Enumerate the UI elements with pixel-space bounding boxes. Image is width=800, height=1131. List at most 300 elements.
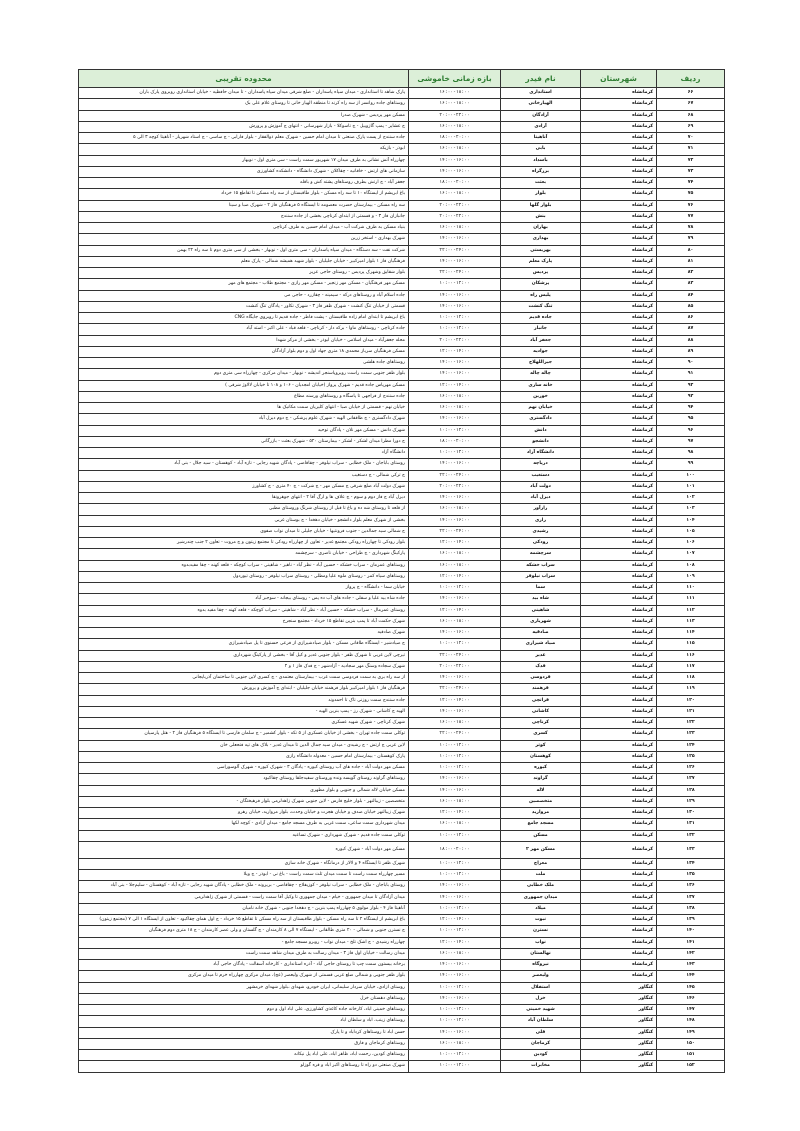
city-cell: کرمانشاه	[581, 313, 657, 324]
feeder-name-cell: نبوت	[501, 915, 581, 926]
area-description-cell: روستاهای زینب، اباد و سلطان اباد	[79, 1016, 409, 1027]
time-window-cell: ۱۰:۰۰-۱۲:۰۰	[409, 448, 501, 459]
area-description-cell: ج شمالی سید جمالدین - جنوب فرونتیها - خیابان جلیلی تا میدان نواب صفوی	[79, 526, 409, 537]
row-number-cell: ۱۲۹	[657, 796, 725, 807]
feeder-name-cell: دانش	[501, 425, 581, 436]
area-description-cell: بلوار ظفر جنوبی و شمالی ضلع غربی قسمتی از شهرک ولیعصر (عج)، میدان مرکزی چهارراه خرم تا میدان مرکزی	[79, 971, 409, 982]
feeder-name-cell: خیابان نهم	[501, 403, 581, 414]
area-description-cell: بلوار رودکی تا چهارراه رودکی مجتمع غدیر - تعاون از چهارراه رودکی تا مجتمع زیتون و ج مروت - تعاون ۲ جنب چندرشیر	[79, 538, 409, 549]
row-number-cell: ۱۰۵	[657, 526, 725, 537]
row-number-cell: ۶۹	[657, 121, 725, 132]
row-number-cell: ۱۰۹	[657, 571, 725, 582]
feeder-name-cell: ولیعصر	[501, 971, 581, 982]
area-description-cell: مسکن فرهنگیان سرباز محمدی ۱۸ متری جهاد اول و دوم بلوار آزادگان	[79, 346, 409, 357]
time-window-cell: ۱۰:۰۰-۱۲:۰۰	[409, 1050, 501, 1061]
city-cell: کرمانشاه	[581, 819, 657, 830]
time-window-cell: ۱۲:۰۰-۱۴:۰۰	[409, 380, 501, 391]
table-header-row	[79, 70, 725, 88]
table-row	[79, 189, 725, 200]
city-cell: کرمانشاه	[581, 549, 657, 560]
row-number-cell: ۷۷	[657, 211, 725, 222]
city-cell: کرمانشاه	[581, 504, 657, 515]
time-window-cell: ۱۶:۰۰-۱۸:۰۰	[409, 121, 501, 132]
time-window-cell: ۱۴:۰۰-۱۶:۰۰	[409, 369, 501, 380]
city-cell: کرمانشاه	[581, 88, 657, 99]
city-cell: کرمانشاه	[581, 493, 657, 504]
table-row	[79, 346, 725, 357]
city-cell: کرمانشاه	[581, 695, 657, 706]
city-cell: کرمانشاه	[581, 763, 657, 774]
feeder-name-cell: کرناچی	[501, 718, 581, 729]
area-description-cell: مسکن مهر دولت آباد - شهرک کیوره	[79, 841, 409, 858]
area-description-cell: روستای عمرمال - سراب خشکه - حسین آباد - نظر آباد - شاهینی - سراب کوچکه - قلعه کهنه - چقا مفید بدوه	[79, 605, 409, 616]
row-number-cell: ۹۲	[657, 380, 725, 391]
row-number-cell: ۱۱۶	[657, 650, 725, 661]
row-number-cell: ۱۲۲	[657, 718, 725, 729]
city-cell: کرمانشاه	[581, 841, 657, 858]
area-description-cell: ج صیادشیز - ایستگاه طاقانی مسکن - بلوار صیادشیرازی از فرعی حسنوی تا پل صیادشیرازی	[79, 639, 409, 650]
city-cell: کرمانشاه	[581, 189, 657, 200]
row-number-cell: ۱۲۵	[657, 751, 725, 762]
time-window-cell: ۱۴:۰۰-۱۶:۰۰	[409, 881, 501, 892]
row-number-cell: ۱۱۸	[657, 673, 725, 684]
city-cell: کرمانشاه	[581, 279, 657, 290]
table-row	[79, 1061, 725, 1072]
table-row	[79, 819, 725, 830]
row-number-cell: ۱۱۷	[657, 661, 725, 672]
feeder-name-cell: سرچشمه	[501, 549, 581, 560]
row-number-cell: ۹۳	[657, 391, 725, 402]
time-window-cell: ۱۲:۰۰-۱۴:۰۰	[409, 538, 501, 549]
table-row	[79, 1005, 725, 1016]
city-cell: کرمانشاه	[581, 245, 657, 256]
city-cell: کرمانشاه	[581, 470, 657, 481]
area-description-cell: شهرک صنعتی دو راه تا روستاهای اکبر اباد و قره گوزلو	[79, 1061, 409, 1072]
feeder-name-cell: فرهمند	[501, 684, 581, 695]
area-description-cell: سه راه مسکن - بیمارستان حضرت معصومه تا ایستگاه ۵ فرهنگیان فاز ۲ - شهرک صبا و سینا	[79, 200, 409, 211]
area-description-cell: جاده کرناچی - روستاهای ماوا - برکه دار - کرناچی - قلعه قباد - علی اکبر - استد آباد	[79, 324, 409, 335]
area-description-cell: روستاهای جاده روانسر از سه راه کرند تا منطقه الهیار خانی تا روستای غلام علی بک	[79, 99, 409, 110]
area-description-cell: چهارراه رشیدی - ج اشک تلخ - میدان نواب - روبرو مسجد جامع -	[79, 937, 409, 948]
area-description-cell: روستای ازادی، خیابان سردار سلیمانی، ایران خودرو، شهدای ،بلوار شهدای خرمشهر	[79, 982, 409, 993]
row-number-cell: ۹۸	[657, 448, 725, 459]
row-number-cell: ۸۰	[657, 245, 725, 256]
feeder-name-cell: نواب	[501, 937, 581, 948]
city-cell: کرمانشاه	[581, 830, 657, 841]
time-window-cell: ۱۶:۰۰-۱۸:۰۰	[409, 88, 501, 99]
area-description-cell: میدان آزادگان تا میدان جمهوری - خیام - میدان جمهوری تا وکیل آقا سمت راست - قسمتی از شهرک زاهدلرمی	[79, 892, 409, 903]
city-cell: کرمانشاه	[581, 960, 657, 971]
header-feeder: نام فیدر	[501, 70, 581, 88]
city-cell: کرمانشاه	[581, 628, 657, 639]
time-window-cell: ۱۶:۰۰-۱۸:۰۰	[409, 99, 501, 110]
row-number-cell: ۸۲	[657, 268, 725, 279]
feeder-name-cell: برزگراه	[501, 166, 581, 177]
row-number-cell: ۸۹	[657, 346, 725, 357]
city-cell: کرمانشاه	[581, 594, 657, 605]
area-description-cell: شرکت نفت - سه دستگاه - میدان سپاه پاسداران - سی متری اول - نوبهار - بخشی از سی متری دوم تا سه راه ۲۲ بهمن	[79, 245, 409, 256]
area-description-cell: مسیر چهارراه سمت راست تا سمت میدان ثلث سمت راست - باغ نی - ابوذر - ج ویلا	[79, 870, 409, 881]
feeder-name-cell: مسکن	[501, 830, 581, 841]
city-cell: کرمانشاه	[581, 718, 657, 729]
table-row	[79, 858, 725, 869]
time-window-cell: ۱۲:۰۰-۱۴:۰۰	[409, 808, 501, 819]
table-row	[79, 841, 725, 858]
area-description-cell: روستاهای جاده هلشی	[79, 358, 409, 369]
table-row	[79, 1038, 725, 1049]
feeder-name-cell: استانداری	[501, 88, 581, 99]
table-row	[79, 470, 725, 481]
city-cell: کرمانشاه	[581, 774, 657, 785]
row-number-cell: ۸۶	[657, 313, 725, 324]
area-description-cell: میدان شهرداری سمت ساعی، سمت غربی به طرف مسجد جامع - میدان آزادی - کوچه لکها	[79, 819, 409, 830]
table-row	[79, 982, 725, 993]
table-row	[79, 650, 725, 661]
time-window-cell: ۲۰:۰۰-۲۲:۰۰	[409, 481, 501, 492]
feeder-name-cell: بهاران	[501, 223, 581, 234]
area-description-cell: برخانه بیستون سمت چپ تا روستای حاجی آباد - آذره استانداری - کارخانه آسفالت - پادگان حاجی آباد	[79, 960, 409, 971]
city-cell: کنگاور	[581, 993, 657, 1004]
area-description-cell: جعفر آباد - ج ارتش بطرف روستاهای پشته کش و باقله	[79, 178, 409, 189]
feeder-name-cell: دریاچه	[501, 459, 581, 470]
area-description-cell: سازمانی های ارتش - خاقانیه - چقاکلان - شهرک دانشگاه - دانشکده کشاورزی	[79, 166, 409, 177]
row-number-cell: ۷۱	[657, 144, 725, 155]
area-description-cell: توکلی سمت جاده قدیم - شهرک شهرداری - شهرک تساعیه	[79, 830, 409, 841]
city-cell: کرمانشاه	[581, 706, 657, 717]
feeder-name-cell: فردوسی	[501, 673, 581, 684]
row-number-cell: ۱۳۵	[657, 870, 725, 881]
feeder-name-cell: پرشکان	[501, 279, 581, 290]
area-description-cell: شهرک دولت آباد ضلع شرقی ج مسکن مهر - ج شرکت - ج ۴۰ متری - ج کشاورز	[79, 481, 409, 492]
time-window-cell: ۱۶:۰۰-۱۸:۰۰	[409, 223, 501, 234]
city-cell: کرمانشاه	[581, 223, 657, 234]
table-row	[79, 1016, 725, 1027]
city-cell: کرمانشاه	[581, 616, 657, 627]
table-row	[79, 684, 725, 695]
row-number-cell: ۱۰۶	[657, 538, 725, 549]
table-row	[79, 706, 725, 717]
row-number-cell: ۹۷	[657, 436, 725, 447]
time-window-cell: ۱۶:۰۰-۱۸:۰۰	[409, 1038, 501, 1049]
feeder-name-cell: آزادی	[501, 121, 581, 132]
city-cell: کنگاور	[581, 1038, 657, 1049]
time-window-cell: ۱۰:۰۰-۱۲:۰۰	[409, 1061, 501, 1072]
area-description-cell: مسکن مهر پردیس - شهرک صدرا	[79, 110, 409, 121]
feeder-name-cell: نسترن	[501, 926, 581, 937]
table-row	[79, 211, 725, 222]
table-row	[79, 403, 725, 414]
time-window-cell: ۱۰:۰۰-۱۲:۰۰	[409, 926, 501, 937]
area-description-cell: روستاهای خمینی اباد، کارخانه جاده کاغذی کشاورزی، علی اباد اول و دوم	[79, 1005, 409, 1016]
feeder-name-cell: جاده قدیم	[501, 313, 581, 324]
area-description-cell: توکلی سمت جاده تهران - بخشی از خیابان عسکری از ۵ تکه - بلوار کشمیر - ج سلمان فارسی تا ایستگاه ۵ فرهنگیان فاز ۲ - هتل پارسیان	[79, 729, 409, 740]
time-window-cell: ۱۶:۰۰-۱۸:۰۰	[409, 560, 501, 571]
city-cell: کنگاور	[581, 1016, 657, 1027]
time-window-cell: ۱۴:۰۰-۱۶:۰۰	[409, 301, 501, 312]
time-window-cell: ۱۴:۰۰-۱۶:۰۰	[409, 1027, 501, 1038]
city-cell: کرمانشاه	[581, 301, 657, 312]
table-row	[79, 436, 725, 447]
city-cell: کرمانشاه	[581, 391, 657, 402]
feeder-name-cell: کاشانی	[501, 706, 581, 717]
table-row	[79, 915, 725, 926]
table-row	[79, 358, 725, 369]
area-description-cell: لاین غربی ج ارتش - ج رشیدی - میدان سید جمال الدین تا میدان غدیر - بلاک های تپه فتحعلی خان	[79, 740, 409, 751]
feeder-name-cell: بعثت	[501, 178, 581, 189]
table-row	[79, 903, 725, 914]
time-window-cell: ۱۶:۰۰-۱۸:۰۰	[409, 189, 501, 200]
table-row	[79, 639, 725, 650]
area-description-cell: بنیاد مسکن به طرف شرکت آب - میدان امام حسین به طرف کرناچی	[79, 223, 409, 234]
feeder-name-cell: میدان جمهوری	[501, 892, 581, 903]
time-window-cell: ۱۴:۰۰-۱۶:۰۰	[409, 234, 501, 245]
time-window-cell: ۱۴:۰۰-۱۶:۰۰	[409, 290, 501, 301]
city-cell: کرمانشاه	[581, 110, 657, 121]
time-window-cell: ۱۰:۰۰-۱۲:۰۰	[409, 982, 501, 993]
feeder-name-cell: چاله چاله	[501, 369, 581, 380]
row-number-cell: ۶۸	[657, 110, 725, 121]
row-number-cell: ۸۴	[657, 290, 725, 301]
area-description-cell: پارک شاهد تا استانداری - میدان سپاه پاسداران - ضلع شرقی میدان سپاه پاسداران - تا میدان حافظیه - خیابان استانداری روبروی پارک باران	[79, 88, 409, 99]
city-cell: کرمانشاه	[581, 796, 657, 807]
city-cell: کرمانشاه	[581, 915, 657, 926]
row-number-cell: ۱۲۱	[657, 706, 725, 717]
city-cell: کرمانشاه	[581, 369, 657, 380]
row-number-cell: ۱۲۴	[657, 740, 725, 751]
feeder-name-cell: پردیس	[501, 268, 581, 279]
feeder-name-cell: ملت	[501, 870, 581, 881]
row-number-cell: ۱۱۹	[657, 684, 725, 695]
row-number-cell: ۶۷	[657, 99, 725, 110]
time-window-cell: ۱۴:۰۰-۱۶:۰۰	[409, 673, 501, 684]
area-description-cell: ج ترکی شمالی - ج دستغیب	[79, 470, 409, 481]
time-window-cell: ۱۶:۰۰-۱۸:۰۰	[409, 819, 501, 830]
city-cell: کرمانشاه	[581, 571, 657, 582]
feeder-name-cell: الهیارخانی	[501, 99, 581, 110]
city-cell: کرمانشاه	[581, 380, 657, 391]
table-row	[79, 718, 725, 729]
table-row	[79, 960, 725, 971]
table-row	[79, 870, 725, 881]
area-description-cell: جاده اسلام آباد و روستاهای درکه - سیمینه - چقازرد - حاجی می	[79, 290, 409, 301]
table-row	[79, 628, 725, 639]
area-description-cell: ج نسترن جنوبی و شمالی - ۲۰ متری طالقانی - ایستگاه ۷ الی ۸ کارمندان - ج گلستان و ولی عصر کارمندان - ج ۱۸ متری دوم فرهنگیان	[79, 926, 409, 937]
time-window-cell: ۱۴:۰۰-۱۶:۰۰	[409, 358, 501, 369]
table-row	[79, 155, 725, 166]
row-number-cell: ۹۱	[657, 369, 725, 380]
area-description-cell: روستای باباجان - ملک خطابی - سراب نیلوفر - کوزیفلاح - چقاقاضی - بریزونه - ملک خطابی - پادگان شهید رجایی - تازه آباد - کوهستان - سلیم‌جلا - بنی آباد	[79, 881, 409, 892]
time-window-cell: ۱۴:۰۰-۱۶:۰۰	[409, 256, 501, 267]
feeder-name-cell: خزل	[501, 993, 581, 1004]
time-window-cell: ۱۶:۰۰-۱۸:۰۰	[409, 504, 501, 515]
city-cell: کرمانشاه	[581, 583, 657, 594]
table-row	[79, 763, 725, 774]
row-number-cell: ۹۵	[657, 414, 725, 425]
city-cell: کرمانشاه	[581, 650, 657, 661]
time-window-cell: ۱۰:۰۰-۱۲:۰۰	[409, 740, 501, 751]
row-number-cell: ۷۹	[657, 234, 725, 245]
time-window-cell: ۱۰:۰۰-۱۲:۰۰	[409, 425, 501, 436]
area-description-cell: تیرچی لاین غربی تا شهرک ظفر - بلوار جنوبی غدیر و کیل آقا - بخشی از پارکینگ شهرداری	[79, 650, 409, 661]
row-number-cell: ۱۲۸	[657, 785, 725, 796]
table-row	[79, 256, 725, 267]
feeder-name-cell: سلطان آباد	[501, 1016, 581, 1027]
header-area: محدوده تقریبی	[79, 70, 409, 88]
table-row	[79, 560, 725, 571]
feeder-name-cell: رازی	[501, 515, 581, 526]
feeder-name-cell: میلاد	[501, 903, 581, 914]
row-number-cell: ۱۰۲	[657, 493, 725, 504]
area-description-cell: باغ ابریشم تا ابتدای امام زاده طاقبستان - پشت فاطر - جاده قدیم تا روبروی جایگاه CNG	[79, 313, 409, 324]
time-window-cell: ۱۸:۰۰-۲۰:۰۰	[409, 178, 501, 189]
table-row	[79, 223, 725, 234]
feeder-name-cell: بنش	[501, 211, 581, 222]
table-row	[79, 144, 725, 155]
row-number-cell: ۱۰۰	[657, 470, 725, 481]
row-number-cell: ۱۱۱	[657, 594, 725, 605]
table-row	[79, 774, 725, 785]
area-description-cell: دیزل آباد ج فاز دوم و سوم - ج علاف ها و ارگ آقا ۲ - انتهای جوهرونقا	[79, 493, 409, 504]
row-number-cell: ۱۵۲	[657, 1061, 725, 1072]
city-cell: کرمانشاه	[581, 155, 657, 166]
table-row	[79, 785, 725, 796]
row-number-cell: ۱۴۲	[657, 948, 725, 959]
city-cell: کرمانشاه	[581, 144, 657, 155]
city-cell: کرمانشاه	[581, 200, 657, 211]
time-window-cell: ۱۲:۰۰-۱۴:۰۰	[409, 605, 501, 616]
feeder-name-cell: رودکی	[501, 538, 581, 549]
feeder-name-cell: بلوار	[501, 189, 581, 200]
city-cell: کرمانشاه	[581, 751, 657, 762]
row-number-cell: ۱۴۰	[657, 926, 725, 937]
city-cell: کنگاور	[581, 1027, 657, 1038]
area-description-cell: جاده سنندج از پست پارک صنعتی تا میدان امام حسین - شهرک معلم ذوالفقار - بلوار فارابی - ج ساسی - ج استاد شهریار - آناهیتا کوچه ۳ الی ۵	[79, 133, 409, 144]
area-description-cell: باغ ابریشم از ایستگاه ۲ تا سه راه مسکن - بلوار طاقبستان از سه راه مسکن تا تقاطع ۱۵ خرداد - ج اول همای چقاکبود - تعاون از ایستگاه ۱ الی ۷ (مجتمع زیتون)	[79, 915, 409, 926]
time-window-cell: ۱۴:۰۰-۱۶:۰۰	[409, 774, 501, 785]
feeder-name-cell: بلوار گلها	[501, 200, 581, 211]
table-row	[79, 414, 725, 425]
time-window-cell: ۱۴:۰۰-۱۶:۰۰	[409, 960, 501, 971]
area-description-cell: دانشگاه آزاد	[79, 448, 409, 459]
time-window-cell: ۱۴:۰۰-۱۶:۰۰	[409, 628, 501, 639]
city-cell: کرمانشاه	[581, 740, 657, 751]
area-description-cell: شهرک بهداری - استخر زرین	[79, 234, 409, 245]
feeder-name-cell: غدیر	[501, 650, 581, 661]
row-number-cell: ۸۸	[657, 335, 725, 346]
row-number-cell: ۱۳۳	[657, 841, 725, 858]
city-cell: کرمانشاه	[581, 346, 657, 357]
feeder-name-cell: جانباز	[501, 324, 581, 335]
city-cell: کرمانشاه	[581, 178, 657, 189]
city-cell: کرمانشاه	[581, 515, 657, 526]
row-number-cell: ۱۰۸	[657, 560, 725, 571]
table-row	[79, 926, 725, 937]
city-cell: کرمانشاه	[581, 808, 657, 819]
area-description-cell: ج عشایر - پمپ گازوییل - ج تاسوکلا - بازار شهرسانی - انتهای ج آموزش و پرورش	[79, 121, 409, 132]
feeder-name-cell: خانه سازی	[501, 380, 581, 391]
time-window-cell: ۱۰:۰۰-۱۲:۰۰	[409, 1005, 501, 1016]
city-cell: کرمانشاه	[581, 729, 657, 740]
feeder-name-cell: کوثر	[501, 740, 581, 751]
table-row	[79, 313, 725, 324]
table-row	[79, 673, 725, 684]
area-description-cell: شهرک دانش - مسکن مهر نلان - پادگان توحید	[79, 425, 409, 436]
feeder-name-cell: خورین	[501, 391, 581, 402]
time-window-cell: ۱۴:۰۰-۱۶:۰۰	[409, 993, 501, 1004]
row-number-cell: ۸۵	[657, 301, 725, 312]
area-description-cell: متخصصین - زیبالنهر - بلوار خلیج فارس - لاین جنوبی شهرک زاهدلرمی بلوار فرهیختگان -	[79, 796, 409, 807]
feeder-name-cell: صادقیه	[501, 628, 581, 639]
city-cell: کرمانشاه	[581, 335, 657, 346]
time-window-cell: ۲۲:۰۰-۲۴:۰۰	[409, 245, 501, 256]
feeder-name-cell: قلی	[501, 1027, 581, 1038]
feeder-name-cell: جوادیه	[501, 346, 581, 357]
area-description-cell: شهرک حکمت آباد تا پمپ بنزین تقاطع ۱۵ خرداد - مجتمع سنجرخ	[79, 616, 409, 627]
city-cell: کرمانشاه	[581, 881, 657, 892]
table-body	[79, 88, 725, 1073]
city-cell: کرمانشاه	[581, 673, 657, 684]
row-number-cell: ۱۱۲	[657, 605, 725, 616]
table-row	[79, 234, 725, 245]
city-cell: کنگاور	[581, 1050, 657, 1061]
feeder-name-cell: پارک معلم	[501, 256, 581, 267]
area-description-cell: بلوار شقایق وشهرک پردیس - روستای حاجی عزیز	[79, 268, 409, 279]
time-window-cell: ۲۲:۰۰-۲۴:۰۰	[409, 470, 501, 481]
row-number-cell: ۷۸	[657, 223, 725, 234]
time-window-cell: ۱۴:۰۰-۱۶:۰۰	[409, 493, 501, 504]
area-description-cell: شهرک دادگستری - ج طاقفانی الهیه - شهرک علوم پزشکی - ج دوم دیزل آباد	[79, 414, 409, 425]
time-window-cell: ۱۶:۰۰-۱۸:۰۰	[409, 616, 501, 627]
row-number-cell: ۷۰	[657, 133, 725, 144]
area-description-cell: ج دورا مطرا میدان لشکر - لشکر - بیمارستان ۵۲۰ - شهرک بعثت - بازرگانی	[79, 436, 409, 447]
area-description-cell: از سه راه بری به سمت فردوسی سمت غرب - بیمارستان معتمدی - ج کسری لاین جنوبی تا ساختمان آذربایجانی	[79, 673, 409, 684]
feeder-name-cell: گراوند	[501, 774, 581, 785]
feeder-name-cell: آزادگان	[501, 110, 581, 121]
row-number-cell: ۱۱۳	[657, 616, 725, 627]
area-description-cell: پارکینگ شهرداری - ج طراحی - خیابان ناصری - سرچشمه	[79, 549, 409, 560]
area-description-cell: میدان رسالت - خیابان اول فاز ۳ - میدان رسالت به طرف میدان شاهد سمت راست	[79, 948, 409, 959]
row-number-cell: ۹۴	[657, 403, 725, 414]
row-number-cell: ۱۰۷	[657, 549, 725, 560]
city-cell: کرمانشاه	[581, 870, 657, 881]
time-window-cell: ۲۰:۰۰-۲۲:۰۰	[409, 211, 501, 222]
area-description-cell: از قلعه تا روستای شه ده و باغ تا قبل از روستای شرنگ وروستای مطبی	[79, 504, 409, 515]
city-cell: کرمانشاه	[581, 166, 657, 177]
feeder-name-cell: سما	[501, 583, 581, 594]
feeder-name-cell: سراب نیلوفر	[501, 571, 581, 582]
feeder-name-cell: کسری	[501, 729, 581, 740]
table-row	[79, 301, 725, 312]
row-number-cell: ۱۴۹	[657, 1027, 725, 1038]
area-description-cell: ابوذر - بازیکه	[79, 144, 409, 155]
row-number-cell: ۱۵۰	[657, 1038, 725, 1049]
area-description-cell: شهرک زیبالنهر خیابان صدف و خیابان هجرت و خیابان وحدت، بلوار مروارید، خیابان رهرو	[79, 808, 409, 819]
table-row	[79, 538, 725, 549]
time-window-cell: ۱۲:۰۰-۱۴:۰۰	[409, 346, 501, 357]
table-row	[79, 740, 725, 751]
row-number-cell: ۷۴	[657, 178, 725, 189]
area-description-cell: الهیه ج کاشانی - شهرک رز - پمپ بنزین الهیه -	[79, 706, 409, 717]
feeder-name-cell: بابی	[501, 144, 581, 155]
feeder-name-cell: پلیس راه	[501, 290, 581, 301]
feeder-name-cell: سراب خشکه	[501, 560, 581, 571]
feeder-name-cell: بهداری	[501, 234, 581, 245]
table-row	[79, 369, 725, 380]
row-number-cell: ۷۵	[657, 189, 725, 200]
city-cell: کرمانشاه	[581, 256, 657, 267]
feeder-name-cell: مسکن مهر ۲	[501, 841, 581, 858]
feeder-name-cell: کوهستان	[501, 751, 581, 762]
